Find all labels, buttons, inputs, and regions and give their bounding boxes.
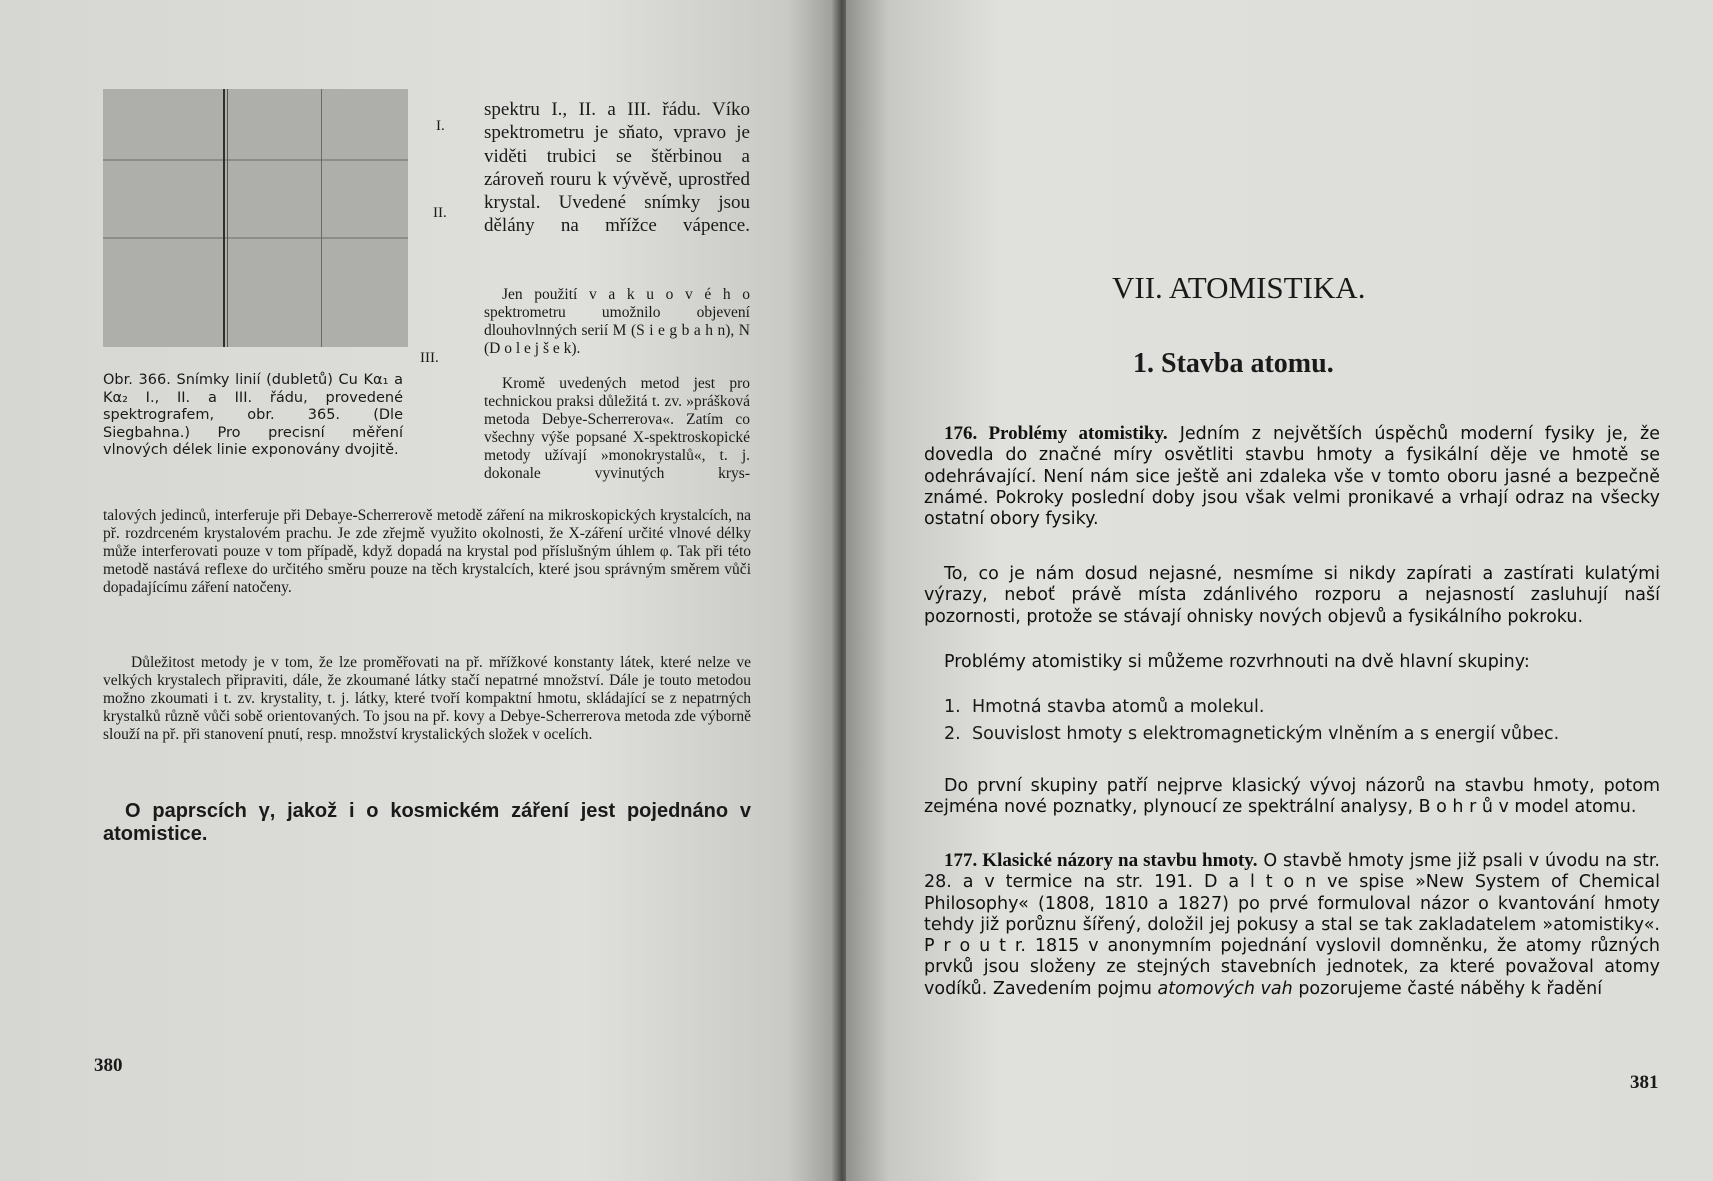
page-number: 380 [94, 1055, 123, 1076]
powder-method-note: Kromě uvedených metod jest pro technickou praksi důležitá t. zv. »prášková metoda Debye-Scherrerova«. Zatím co všechny výše popsané X-spektroskopické metody užívají »monokrystalů«, t. j. dokonale vyvinutých krys- [484, 375, 750, 482]
figure-description: spektru I., II. a III. řádu. Víko spektrometru je sňato, vpravo je viděti trubici se štěrbinou a zároveň rouru k vývěvě, uprostřed krystal. Uvedené snímky jsou dělány na mřížce vápence. [484, 99, 750, 237]
figure-label-1: I. [436, 118, 445, 134]
method-importance: Důležitost metody je v tom, že lze proměřovati na př. mřížkové konstanty látek, které nelze ve velkých krystalech připraviti, dále, že zkoumané látky stačí nepatrné množství. Dále je touto metodou možno zkoumati i t. zv. krystality, t. j. látky, které tvoří kompaktní hmotu, skládající se z nepatrných krystalků různě vůči sobě orientovaných. To jsou na př. kovy a Debye-Scherrerova metoda zde výborně slouží na př. při stanovení pnutí, resp. množství krystalických složek v ocelích. [103, 654, 751, 743]
figure-caption: Obr. 366. Snímky linií (dubletů) Cu Kα₁ a Kα₂ I., II. a III. řádu, provedené spektrografem, obr. 365. (Dle Siegbahna.) Pro precisní měření vlnových délek linie exponovány dvojitě. [103, 372, 403, 459]
paragraph-176: 176. Problémy atomistiky. Jedním z největších úspěchů moderní fysiky je, že dovedla do značné míry osvětliti stavbu hmoty a fysikální děje ve hmotě se odehrávající. Není nám sice ještě ani zdaleka vše v tomto oboru jasné a bezpečně známé. Pokroky poslední doby jsou však velmi pronikavé a vrhají odraz na všecky ostatní obory fysiky. [924, 423, 1660, 530]
page-number: 381 [1630, 1072, 1659, 1093]
paragraph-177-heading: 177. Klasické názory na stavbu hmoty. [944, 850, 1258, 871]
list-item: Souvislost hmoty s elektromagnetickým vlněním a s energií vůbec. [972, 724, 1560, 744]
left-page [0, 0, 838, 1181]
spectrogram-photo [103, 89, 408, 347]
list-number-2: 2. [944, 724, 961, 744]
list-item: Hmotná stavba atomů a molekul. [972, 697, 1265, 717]
gamma-rays-note: O paprscích γ, jakož i o kosmickém záření jest pojednáno v atomistice. [103, 800, 751, 845]
list-number-1: 1. [944, 697, 961, 717]
vacuum-note: Jen použití v a k u o v é h o spektrometru umožnilo objevení dlouhovlnných serií M (S i e g b a h n), N (D o l e j š e k). [484, 286, 750, 357]
paragraph-177: 177. Klasické názory na stavbu hmoty. O stavbě hmoty jsme již psali v úvodu na str. 28. a v termice na str. 191. D a l t o n ve spise »New System of Chemical Philosophy« (1808, 1810 a 1827) po prvé formuloval názor o kvantování hmoty tehdy již porůznu šířený, doložil jej pokusy a stal se tak zakladatelem »atomistiky«. P r o u t r. 1815 v anonymním pojednání vyslovil domněnku, že atomy různých prvků jsou složeny ze stejných stavebních jednotek, za které považoval atomy vodíků. Zavedením pojmu atomových vah pozorujeme časté náběhy k řadění [924, 850, 1660, 999]
paragraph-unclear: To, co je nám dosud nejasné, nesmíme si nikdy zapírati a zastírati kulatými výrazy, neboť právě místa zdánlivého rozporu a nejasností zasluhují naší pozornosti, protože se stávají ohnisky nových objevů a fysikálního pokroku. [924, 564, 1660, 627]
figure-label-2: II. [433, 205, 447, 221]
paragraph-first-group: Do první skupiny patří nejprve klasický vývoj názorů na stavbu hmoty, potom zejména nové poznatky, plynoucí ze spektrální analysy, B o h r ů v model atomu. [924, 776, 1660, 818]
paragraph-176-heading: 176. Problémy atomistiky. [944, 423, 1168, 444]
right-page [846, 0, 1713, 1181]
powder-method-continued: talových jedinců, interferuje při Debaye-Scherrerově metodě záření na mikroskopických krystalcích, na př. rozdrceném krystalovém prachu. Je zde zřejmě využito okolnosti, že X-záření určité vlnové délky může interferovati pouze v tom případě, když dopadá na krystal pod příslušným úhlem φ. Tak při této metodě nastává reflexe do určitého směru pouze na těch krystalcích, které jsou správným směrem vůči dopadajícímu záření natočeny. [103, 507, 751, 596]
chapter-title: VII. ATOMISTIKA. [1112, 270, 1366, 305]
figure-label-3: III. [420, 350, 439, 366]
paragraph-groups: Problémy atomistiky si můžeme rozvrhnouti na dvě hlavní skupiny: [944, 652, 1530, 672]
section-title: 1. Stavba atomu. [1133, 348, 1334, 379]
